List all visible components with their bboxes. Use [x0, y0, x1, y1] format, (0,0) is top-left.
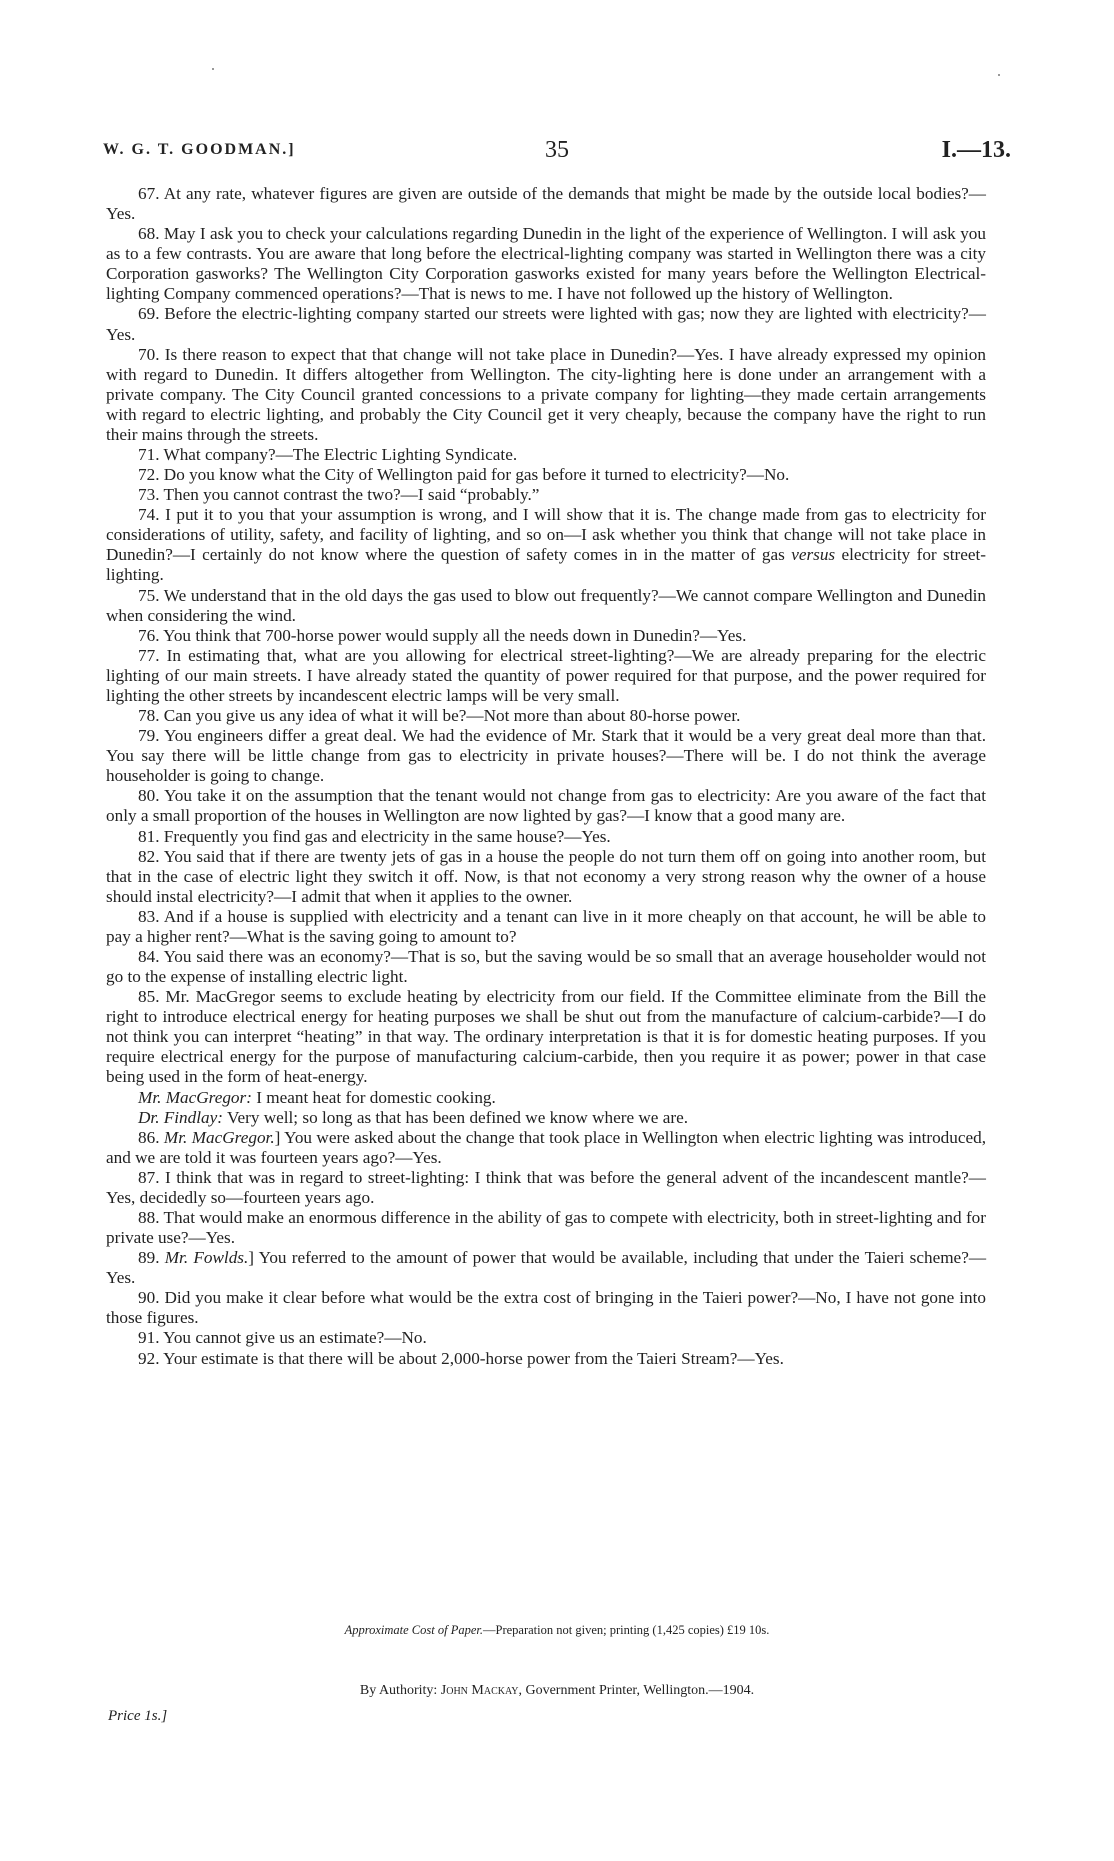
question-paragraph	[106, 1349, 986, 1369]
paragraph-text: ] You referred to the amount of power that would be available, including that under the Taieri scheme?—Yes.	[106, 1248, 987, 1288]
question-paragraph	[106, 1248, 986, 1288]
question-paragraph	[106, 505, 986, 585]
question-paragraph	[106, 345, 986, 445]
question-paragraph	[106, 1288, 986, 1328]
paragraph-text: 78. Can you give us any idea of what it will be?—Not more than about 80-horse power.	[138, 706, 741, 726]
authority-suffix: , Government Printer, Wellington.—1904.	[518, 1683, 755, 1698]
paragraph-text: Very well; so long as that has been defined we know where we are.	[222, 1107, 689, 1127]
paragraph-text: 82. You said that if there are twenty jets of gas in a house the people do not turn them off on going into another room, but that in the case of electric light they switch it off. Now, is that not economy a very strong reason why the owner of a house should instal electricity?—I admit that when it applies to the owner.	[106, 846, 986, 906]
question-paragraph	[106, 987, 986, 1087]
question-paragraph	[106, 1088, 986, 1108]
paragraph-text: 75. We understand that in the old days the gas used to blow out frequently?—We cannot compare Wellington and Dunedin when considering the wind.	[106, 585, 986, 625]
question-paragraph	[106, 224, 986, 304]
cost-label: Approximate Cost of Paper.	[344, 1623, 483, 1637]
paragraph-text: 71. What company?—The Electric Lighting Syndicate.	[138, 445, 518, 465]
paragraph-text: 91. You cannot give us an estimate?—No.	[138, 1328, 427, 1348]
cost-text: —Preparation not given; printing (1,425 copies) £19 10s.	[483, 1623, 770, 1637]
witness-name: W. G. T. GOODMAN.]	[103, 141, 296, 158]
italic-text: versus	[791, 545, 836, 565]
question-paragraph	[106, 1168, 986, 1208]
page-header	[103, 137, 1011, 171]
paragraph-text: 87. I think that was in regard to street-lighting: I think that was before the general advent of the incandescent mantle?—Yes, decidedly so—fourteen years ago.	[106, 1167, 986, 1207]
paragraph-text: 90. Did you make it clear before what would be the extra cost of bringing in the Taieri power?—No, I have not gone into those figures.	[106, 1288, 986, 1328]
paragraph-text: ] You were asked about the change that took place in Wellington when electric lighting was introduced, and we are told it was fourteen years ago?—Yes.	[106, 1127, 987, 1167]
paragraph-text: 73. Then you cannot contrast the two?—I said “probably.”	[138, 485, 540, 505]
price-label: Price 1s.]	[108, 1708, 168, 1724]
question-paragraph	[106, 184, 986, 224]
paragraph-text: 72. Do you know what the City of Wellington paid for gas before it turned to electricity?—No.	[138, 465, 790, 485]
question-paragraph	[106, 304, 986, 344]
paragraph-text: 92. Your estimate is that there will be about 2,000-horse power from the Taieri Stream?—Yes.	[138, 1348, 784, 1368]
paragraph-text: 86.	[138, 1127, 164, 1147]
paragraph-text: 69. Before the electric-lighting company started our streets were lighted with gas; now they are lighted with electricity?—Yes.	[106, 304, 986, 344]
paragraph-text: 89.	[138, 1248, 165, 1268]
question-paragraph	[106, 786, 986, 826]
paragraph-text: 85. Mr. MacGregor seems to exclude heating by electricity from our field. If the Committee eliminate from the Bill the right to introduce electrical energy for heating purposes we shall be shut out from the manufacture of calcium-carbide?—I do not think you can interpret “heating” in that way. The ordinary interpretation is that it is for domestic heating purposes. If you require electrical energy for the purpose of manufacturing calcium-carbide, then you require it as power; power in that case being used in the form of heat-energy.	[106, 987, 986, 1087]
authority-line	[0, 1683, 1114, 1699]
question-paragraph	[106, 907, 986, 947]
question-paragraph	[106, 1128, 986, 1168]
paragraph-text: 88. That would make an enormous difference in the ability of gas to compete with electricity, both in street-lighting and for private use?—Yes.	[106, 1207, 986, 1248]
page-number: 35	[545, 137, 569, 163]
document-code: I.—13.	[941, 137, 1011, 163]
scan-speck	[998, 74, 1000, 76]
paragraph-text: 80. You take it on the assumption that the tenant would not change from gas to electricity: Are you aware of the fact that only a small proportion of the houses in Wellington are now lighted by gas?—I know that a good many are.	[106, 786, 986, 826]
paragraph-text: 76. You think that 700-horse power would supply all the needs down in Dunedin?—Yes.	[138, 625, 747, 645]
question-paragraph	[106, 1208, 986, 1248]
question-paragraph	[106, 1108, 986, 1128]
paragraph-text: 79. You engineers differ a great deal. We had the evidence of Mr. Stark that it would be a very great deal more than that. You say there will be little change from gas to electricity in private houses?—There will be. I do not think the average householder is going to change.	[106, 726, 986, 786]
testimony-body	[106, 184, 986, 1369]
question-paragraph	[106, 485, 986, 505]
question-paragraph	[106, 626, 986, 646]
paragraph-text: 70. Is there reason to expect that that change will not take place in Dunedin?—Yes. I have already expressed my opinion with regard to Dunedin. It differs altogether from Wellington. The city-lighting here is done under an arrangement with a private company. The City Council granted concessions to a private company for lighting—they made certain arrangements with regard to electric lighting, and probably the City Council get it very cheaply, because the company have the right to run their mains through the streets.	[106, 344, 986, 444]
paragraph-text: 83. And if a house is supplied with electricity and a tenant can live in it more cheaply on that account, he will be able to pay a higher rent?—What is the saving going to amount to?	[106, 906, 986, 946]
paragraph-text: 67. At any rate, whatever figures are given are outside of the demands that might be made by the outside local bodies?—Yes.	[106, 184, 986, 224]
question-paragraph	[106, 706, 986, 726]
authority-prefix: By Authority:	[359, 1683, 441, 1698]
paragraph-text: 84. You said there was an economy?—That is so, but the saving would be so small that an average householder would not go to the expense of installing electric light.	[106, 946, 986, 987]
italic-text: Mr. Fowlds.	[164, 1248, 249, 1268]
question-paragraph	[106, 827, 986, 847]
paragraph-text: electricity for street-lighting.	[106, 545, 986, 585]
scan-speck	[212, 68, 214, 70]
question-paragraph	[106, 947, 986, 987]
paragraph-text: 74. I put it to you that your assumption is wrong, and I will show that it is. The change made from gas to electricity for considerations of utility, safety, and facility of lighting, and so on—I ask whether you think that change will not take place in Dunedin?—I certainly do not know where the question of safety comes in in the matter of gas	[106, 505, 986, 565]
question-paragraph	[106, 465, 986, 485]
question-paragraph	[106, 586, 986, 626]
question-paragraph	[106, 726, 986, 786]
question-paragraph	[106, 646, 986, 706]
paragraph-text: 68. May I ask you to check your calculations regarding Dunedin in the light of the experience of Wellington. I will ask you as to a few contrasts. You are aware that long before the electrical-lighting company was started in Wellington there was a city Corporation gasworks? The Wellington City Corporation gasworks existed for many years before the Wellington Electrical-lighting Company commenced operations?—That is news to me. I have not followed up the history of Wellington.	[106, 224, 986, 304]
printer-name: John Mackay	[440, 1683, 519, 1698]
cost-note	[0, 1623, 1114, 1638]
paragraph-text: 77. In estimating that, what are you allowing for electrical street-lighting?—We are already preparing for the electric lighting of our main streets. I have already stated the quantity of power required for that purpose, and the power required for lighting the other streets by incandescent electric lamps will be very small.	[106, 645, 986, 705]
question-paragraph	[106, 847, 986, 907]
question-paragraph	[106, 1328, 986, 1348]
italic-text: Mr. MacGregor:	[138, 1087, 252, 1107]
paragraph-text: 81. Frequently you find gas and electricity in the same house?—Yes.	[138, 826, 611, 846]
italic-text: Dr. Findlay:	[138, 1107, 223, 1127]
italic-text: Mr. MacGregor.	[163, 1127, 275, 1147]
paragraph-text: I meant heat for domestic cooking.	[251, 1087, 496, 1107]
question-paragraph	[106, 445, 986, 465]
